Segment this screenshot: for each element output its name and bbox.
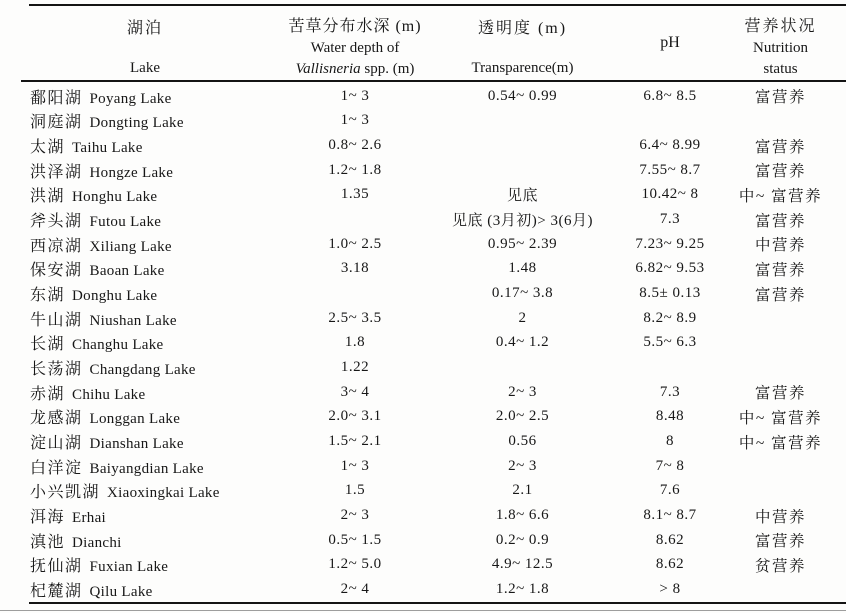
- column-header-transparency: [420, 6, 625, 80]
- water-depth-cell: 1.8: [344, 334, 366, 351]
- water-depth-cell: 1~ 3: [340, 457, 370, 474]
- lake-name-zh: 洪泽湖: [30, 163, 83, 181]
- nutrition-status-cell: 中营养: [754, 237, 806, 255]
- ph-cell: 7.23~ 9.25: [635, 235, 705, 252]
- lake-name-en: Honghu Lake: [72, 189, 158, 206]
- ph-header-label: pH: [660, 34, 680, 51]
- lake-name-en: Dianshan Lake: [89, 436, 184, 453]
- lake-header-zh: 湖泊: [126, 20, 163, 37]
- ph-cell: 7.3: [659, 383, 681, 400]
- lake-name-en: Hongze Lake: [89, 164, 174, 181]
- transparency-cell: 2.1: [512, 482, 533, 499]
- lake-name-en: Xiliang Lake: [89, 238, 172, 255]
- nutrition-status-cell: 富营养: [754, 138, 806, 156]
- column-header-ph: [625, 6, 715, 80]
- nutrition-status-cell: 中~ 富营养: [738, 409, 823, 427]
- water-depth-cell: 1.0~ 2.5: [328, 235, 382, 252]
- lake-name-zh: 小兴凯湖: [30, 484, 101, 502]
- lake-name-zh: 淀山湖: [30, 435, 83, 453]
- ph-cell: 8.5± 0.13: [639, 285, 701, 302]
- lake-name-en: Taihu Lake: [72, 140, 143, 157]
- transparency-header-en: Transparence(m): [471, 60, 574, 76]
- lake-name-en: Dongting Lake: [89, 115, 184, 132]
- lake-name-zh: 杞麓湖: [30, 583, 83, 601]
- table-row: [0, 454, 846, 479]
- lake-name-en: Futou Lake: [89, 214, 162, 231]
- lake-name-en: Baoan Lake: [89, 263, 165, 280]
- lake-name-zh: 龙感湖: [30, 410, 83, 428]
- ph-cell: 8.62: [655, 556, 685, 573]
- nutrition-status-cell: 富营养: [754, 212, 806, 230]
- status-header-en-line2: status: [763, 61, 798, 77]
- lake-name-cell: [0, 529, 290, 552]
- table-row: [0, 405, 846, 430]
- lake-name-en: Niushan Lake: [89, 312, 177, 329]
- column-header-nutrition-status: [715, 6, 846, 80]
- lake-name-zh: 鄱阳湖: [30, 89, 83, 107]
- lake-name-cell: [0, 233, 290, 256]
- table-row: [0, 479, 846, 504]
- lake-name-zh: 滇池: [30, 533, 66, 551]
- lake-name-cell: [0, 208, 290, 231]
- nutrition-status-cell: 中~ 富营养: [738, 434, 823, 452]
- table-row: [0, 84, 846, 109]
- lake-name-cell: [0, 430, 290, 453]
- transparency-cell: 0.17~ 3.8: [491, 285, 554, 302]
- lake-name-zh: 太湖: [30, 139, 66, 157]
- transparency-cell: 0.56: [508, 433, 537, 450]
- scan-edge-line: [0, 610, 846, 611]
- lake-name-en: Changhu Lake: [72, 337, 164, 354]
- water-depth-cell: 1.5~ 2.1: [328, 433, 382, 450]
- lake-name-cell: [0, 504, 290, 527]
- table-row: [0, 257, 846, 282]
- status-header-zh: 营养状况: [744, 18, 817, 35]
- ph-cell: 10.42~ 8: [641, 186, 699, 203]
- lake-name-cell: [0, 381, 290, 404]
- lake-name-cell: [0, 85, 290, 108]
- lake-name-en: Poyang Lake: [89, 90, 172, 107]
- table-body: [0, 84, 846, 602]
- nutrition-status-cell: 富营养: [754, 89, 806, 107]
- table-row: [0, 380, 846, 405]
- table-row: [0, 232, 846, 257]
- lake-name-cell: [0, 183, 290, 206]
- column-header-lake: [0, 6, 290, 80]
- lake-name-en: Donghu Lake: [72, 288, 158, 305]
- lake-name-cell: [0, 553, 290, 576]
- transparency-cell: 2: [518, 309, 527, 326]
- lake-header-en: Lake: [130, 60, 160, 76]
- ph-cell: 7~ 8: [655, 457, 685, 474]
- ph-cell: 8: [666, 433, 674, 450]
- lake-name-zh: 牛山湖: [30, 311, 83, 329]
- water-depth-cell: 2~ 3: [340, 507, 370, 524]
- lake-name-en: Qilu Lake: [89, 584, 153, 601]
- lake-name-zh: 洞庭湖: [30, 114, 83, 132]
- table-bottom-rule: [29, 602, 846, 604]
- table-row: [0, 577, 846, 602]
- lake-name-cell: [0, 479, 290, 502]
- nutrition-status-cell: 中~ 富营养: [738, 187, 823, 205]
- ph-cell: 6.4~ 8.99: [639, 137, 701, 154]
- water-depth-cell: 2.0~ 3.1: [328, 408, 382, 425]
- lake-name-cell: [0, 455, 290, 478]
- lake-name-en: Longgan Lake: [89, 411, 181, 428]
- lake-name-zh: 洱海: [30, 509, 66, 527]
- genus-name: Vallisneria: [295, 61, 361, 77]
- lake-name-cell: [0, 356, 290, 379]
- table-row: [0, 528, 846, 553]
- transparency-cell: 2~ 3: [508, 457, 537, 474]
- lake-name-cell: [0, 405, 290, 428]
- nutrition-status-cell: 贫营养: [754, 557, 806, 575]
- water-depth-cell: 0.8~ 2.6: [328, 137, 382, 154]
- ph-cell: 6.8~ 8.5: [643, 87, 697, 104]
- status-header-en-line1: Nutrition: [753, 40, 808, 56]
- lake-name-cell: [0, 282, 290, 305]
- lake-name-zh: 赤湖: [30, 385, 66, 403]
- ph-cell: 8.2~ 8.9: [643, 309, 697, 326]
- lake-name-zh: 东湖: [30, 287, 66, 305]
- water-depth-cell: 3.18: [340, 260, 370, 277]
- nutrition-status-cell: 富营养: [754, 286, 806, 304]
- ph-cell: 7.6: [659, 482, 681, 499]
- lake-name-zh: 斧头湖: [30, 213, 83, 231]
- transparency-header-zh: 透明度 (m): [477, 20, 568, 37]
- ph-cell: 7.3: [659, 211, 681, 228]
- transparency-cell: 0.95~ 2.39: [487, 235, 558, 252]
- water-depth-cell: 2~ 4: [340, 581, 370, 598]
- lake-name-en: Baiyangdian Lake: [89, 460, 204, 477]
- lake-name-zh: 保安湖: [30, 262, 83, 280]
- ph-cell: 7.55~ 8.7: [639, 161, 701, 178]
- water-depth-cell: 1.2~ 1.8: [328, 161, 382, 178]
- column-header-water-depth: [290, 6, 420, 80]
- transparency-cell: 见底: [506, 188, 538, 205]
- transparency-cell: 1.2~ 1.8: [495, 581, 550, 598]
- lake-name-en: Erhai: [72, 510, 106, 527]
- nutrition-status-cell: 富营养: [754, 533, 806, 551]
- lake-name-en: Changdang Lake: [89, 362, 196, 379]
- nutrition-status-cell: 富营养: [754, 261, 806, 279]
- ph-cell: > 8: [659, 581, 681, 598]
- water-depth-cell: 1.22: [340, 359, 370, 376]
- water-depth-cell: 1~ 3: [340, 112, 370, 129]
- ph-cell: 8.62: [655, 531, 685, 548]
- water-depth-cell: 1.35: [340, 186, 370, 203]
- table-row: [0, 133, 846, 158]
- lake-name-zh: 抚仙湖: [30, 558, 83, 576]
- table-header-row: [0, 6, 846, 80]
- transparency-cell: 2~ 3: [508, 383, 537, 400]
- table-row: [0, 109, 846, 134]
- species-abbrev: spp. (m): [364, 61, 415, 77]
- ph-cell: 5.5~ 6.3: [643, 334, 697, 351]
- header-separator-rule: [21, 80, 846, 82]
- table-row: [0, 281, 846, 306]
- ph-cell: 6.82~ 9.53: [635, 260, 705, 277]
- lake-name-en: Fuxian Lake: [89, 559, 169, 576]
- transparency-cell: 见底 (3月初)> 3(6月): [452, 213, 593, 230]
- depth-header-en-line1: Water depth of: [310, 40, 400, 56]
- water-depth-cell: 1.2~ 5.0: [328, 556, 382, 573]
- water-depth-cell: 1.5: [344, 482, 366, 499]
- table-row: [0, 355, 846, 380]
- depth-header-en-line2: [296, 61, 415, 78]
- transparency-cell: 0.54~ 0.99: [487, 87, 558, 104]
- ph-cell: 8.48: [655, 408, 685, 425]
- lake-name-zh: 西凉湖: [30, 237, 83, 255]
- water-depth-cell: 2.5~ 3.5: [328, 309, 382, 326]
- table-row: [0, 553, 846, 578]
- ph-cell: 8.1~ 8.7: [643, 507, 697, 524]
- lake-name-cell: [0, 257, 290, 280]
- lake-name-zh: 长湖: [30, 336, 66, 354]
- lake-name-zh: 长荡湖: [30, 361, 83, 379]
- lake-name-cell: [0, 307, 290, 330]
- transparency-cell: 4.9~ 12.5: [491, 556, 554, 573]
- table-row: [0, 306, 846, 331]
- nutrition-status-cell: 中营养: [754, 508, 806, 526]
- transparency-cell: 2.0~ 2.5: [495, 408, 550, 425]
- table-row: [0, 503, 846, 528]
- transparency-cell: 0.2~ 0.9: [495, 531, 550, 548]
- lake-name-zh: 白洋淀: [30, 459, 83, 477]
- nutrition-status-cell: 富营养: [754, 385, 806, 403]
- transparency-cell: 0.4~ 1.2: [495, 334, 550, 351]
- table-row: [0, 429, 846, 454]
- lake-name-cell: [0, 578, 290, 601]
- transparency-cell: 1.48: [508, 260, 537, 277]
- table-row: [0, 207, 846, 232]
- table-row: [0, 158, 846, 183]
- table-row: [0, 331, 846, 356]
- depth-header-zh: 苦草分布水深 (m): [288, 18, 422, 35]
- water-depth-cell: 3~ 4: [340, 383, 370, 400]
- lake-name-en: Chihu Lake: [72, 386, 146, 403]
- lake-name-cell: [0, 109, 290, 132]
- transparency-cell: 1.8~ 6.6: [495, 507, 550, 524]
- lake-name-en: Xiaoxingkai Lake: [107, 485, 220, 502]
- lake-name-en: Dianchi: [72, 534, 122, 551]
- water-depth-cell: 0.5~ 1.5: [328, 531, 382, 548]
- lake-name-cell: [0, 159, 290, 182]
- table-row: [0, 183, 846, 208]
- lake-name-zh: 洪湖: [30, 188, 66, 206]
- water-depth-cell: 1~ 3: [340, 87, 370, 104]
- nutrition-status-cell: 富营养: [754, 163, 806, 181]
- lake-name-cell: [0, 331, 290, 354]
- lake-name-cell: [0, 134, 290, 157]
